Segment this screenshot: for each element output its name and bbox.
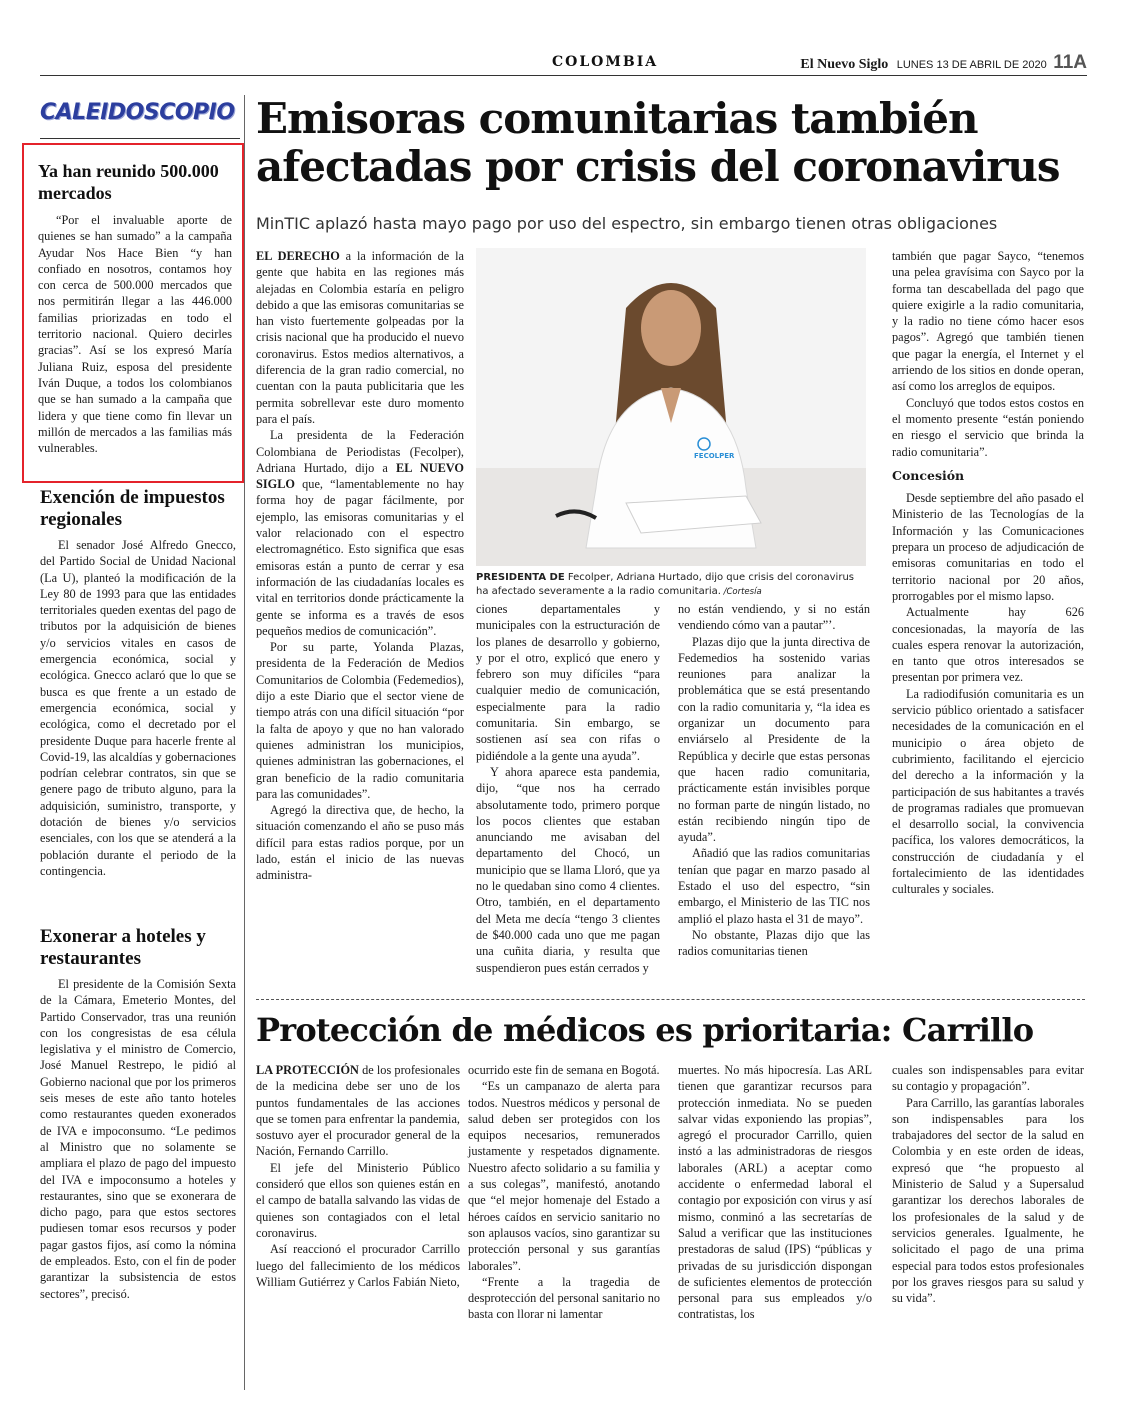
- article-headline: Emisoras comunitarias también afectadas por crisis del coronavirus: [256, 94, 1060, 191]
- photo-credit: /Cortesía: [720, 586, 762, 597]
- photo-caption: [476, 571, 868, 599]
- issue-date: LUNES 13 DE ABRIL DE 2020: [896, 59, 1047, 71]
- sidebar-item: [40, 926, 236, 1302]
- sidebar: [40, 95, 240, 139]
- lead-in: LA PROTECCIÓN: [256, 1063, 359, 1077]
- paragraph: No obstante, Plazas dijo que las radios comunitarias tienen: [678, 927, 870, 959]
- highlight-box: [22, 143, 244, 483]
- paragraph: Desde septiembre del año pasado el Ministerio de las Tecnologías de la Información y las Comunicaciones prepara un proceso de adjudicación de emisoras comunitarias en todo el territorio nacional por 20 años, prorrogables por el mismo lapso.: [892, 491, 1084, 603]
- article-column: [476, 601, 660, 976]
- sidebar-item-heading: Exonerar a hoteles y restaurantes: [40, 926, 206, 969]
- sidebar-item-body: El presidente de la Comisión Sexta de la Cámara, Emeterio Montes, del Partido Conservador, tras una reunión con los congresistas de esa célula legislativa y el ministro de Comercio, José Manuel Restrepo, le pidió al Gobierno nacional que por los primeros seis meses de este año tanto hoteles como restaurantes queden exonerados de IVA e impoconsumo. “Le pedimos al Ministro que no solamente se ampliara el plazo de pago del impuesto del IVA e impoconsumo a hoteles y restaurantes, sino que se exonerara de dicho pago, para que estos sectores pudiesen tomar esos recursos y poder pagar gastos fijos, así como la nómina de empleados. Esto, con el fin de poder garantizar la subsistencia de estos sectores”, precisó.: [40, 977, 236, 1301]
- paragraph: Por su parte, Yolanda Plazas, presidenta de la Federación de Medios Comunitarios de Colombia (Fedemedios), dijo a este Diario que el sector viene de tiempo atrás con una difícil situación “por la falta de apoyo y que no han valorado quienes administran los municipios, quienes administran las gobernaciones, el gran beneficio de la radio comunitaria para las comunidades”.: [256, 640, 464, 801]
- lead-in: EL DERECHO: [256, 249, 340, 263]
- article-column: [678, 601, 870, 960]
- paragraph: Agregó la directiva que, de hecho, la situación comenzando el año se puso más difícil para estas radios porque, por un lado, están el inicio de las nuevas administra-: [256, 803, 464, 883]
- article-headline: Protección de médicos es prioritaria: Carrillo: [256, 1011, 1034, 1049]
- paragraph: Así reaccionó el procurador Carrillo luego del fallecimiento de los médicos William Gutiérrez y Carlos Fabián Nieto,: [256, 1242, 460, 1289]
- article-column: [892, 248, 1084, 898]
- paragraph: EL DERECHO a la información de la gente que habita en las regiones más alejadas en Colombia estaría en peligro debido a que las emisoras comunitarias se han visto fuertemente golpeadas por la crisis nacional que ha producido el nuevo coronavirus. Estos medios alternativos, a diferencia de la gran radio comercial, no cuentan con la pauta publicitaria que les permita sobrellevar este duro momento para el país.: [256, 249, 464, 426]
- paragraph: muertes. No más hipocresía. Las ARL tienen que garantizar recursos para protección inmediata. No se pueden salvar vidas exponiendo las propias”, agregó el procurador Carrillo, quien instó a las administradoras de riesgos laborales (ARL) a aceptar como accidente o enfermedad laboral el contagio por exposición con virus y así mismo, conminó a las secretarías de Salud a verificar que las instituciones prestadoras de salud (IPS) “públicas y privadas de su jurisdicción dispongan de suficientes elementos de protección personal para sus empleados y/o contratistas, los: [678, 1063, 872, 1322]
- page-number: 11A: [1053, 52, 1087, 73]
- publication-name: El Nuevo Siglo: [800, 57, 889, 72]
- paragraph: Añadió que las radios comunitarias tenían que pagar en marzo pasado al Estado el uso del espectro, “sin embargo, el Ministerio de las TIC nos amplió el plazo hasta el 31 de mayo”.: [678, 846, 870, 926]
- sidebar-item-body: El senador José Alfredo Gnecco, del Partido Social de Unidad Nacional (La U), planteó la modificación de la Ley 80 de 1993 para que las entidades territoriales queden exentas del pago de tributos por la adquisición de bienes y/o servicios vitales en casos de emergencia económica, social y ecológica. Gnecco aclaró que lo que se busca es que frente a un estado de emergencia económica, social y ecológica, como el decretado por el presidente Duque para hacerle frente al Covid-19, las alcaldías y gobernaciones podrían celebrar contratos, sin que se genere pago de tributo alguno, para la adquisición, suministro, transporte, y dotación de bienes y/o servicios esenciales, con los que se atenderá a la población durante el periodo de la contingencia.: [40, 538, 236, 878]
- caption-lead: PRESIDENTA DE: [476, 572, 565, 583]
- paragraph: también que pagar Sayco, “tenemos una pelea gravísima con Sayco por la forma tan descabellada del pago que quiere exigirle a la radio comunitaria, y la radio no tiene cómo hacer esos pagos”. Agregó que también tienen que pagar la energía, el Internet y el arriendo de los sitios en donde operan, así como los arreglos de equipos.: [892, 249, 1084, 394]
- sidebar-title: CALEIDOSCOPIO: [40, 95, 240, 139]
- column-subtitle: Concesión: [892, 467, 965, 483]
- sidebar-item-heading: Exención de impuestos regionales: [40, 487, 225, 530]
- sidebar-item-body: “Por el invaluable aporte de quienes se han sumado” a la campaña Ayudar Nos Hace Bien “y han confiado en nosotros, contamos hoy con cerca de 500.000 mercados que nos permitirán llegar a las 446.000 familias priorizadas en todo el territorio nacional. Quiero decirles gracias”. Así se los expresó María Juliana Ruiz, esposa del presidente Iván Duque, a todos los colombianos que se han sumado a la campaña que lidera y que tiene como fin llevar un millón de mercados a las familias más vulnerables.: [38, 213, 232, 456]
- sidebar-item: [40, 487, 236, 879]
- paragraph: ciones departamentales y municipales con la estructuración de los planes de desarrollo y gobierno, y por el otro, explicó que enero y febrero son muy difíciles “para cualquier medio de comunicación, especialmente para la radio comunitaria. Sin embargo, se sostienen así sea con rifas o pidiéndole a la gente una ayuda”.: [476, 602, 660, 763]
- paragraph: Plazas dijo que la junta directiva de Fedemedios ha sostenido varias reuniones para analizar la problemática que se está presentando con la radio comunitaria y, “la idea es organizar un documento para enviárselo al Presidente de la República y decirle que estas personas que hacen radio comunitaria, prácticamente están invisibles porque no forman parte de ningún listado, no están recibiendo ningún tipo de ayuda”.: [678, 634, 870, 845]
- article-column: [468, 1062, 660, 1323]
- paragraph: Actualmente hay 626 concesionadas, la mayoría de las cuales espera renovar la autorización, en tanto que otros interesados se presentan por primera vez.: [892, 605, 1084, 685]
- logo-text: FECOLPER: [694, 452, 735, 460]
- paragraph: cuales son indispensables para evitar su contagio y propagación”.: [892, 1063, 1084, 1094]
- article-separator: [256, 999, 1085, 1000]
- paragraph: Para Carrillo, las garantías laborales son indispensables para los trabajadores del sector de la salud en Colombia y en este orden de ideas, expresó que “he propuesto al Ministerio de Salud y a Supersalud garantizar los derechos laborales de los profesionales de la salud y de servicios generales. Igualmente, he solicitado el pago de una prima especial para todos estos profesionales por los graves riesgos para su salud y su vida”.: [892, 1095, 1084, 1306]
- article-subhead: MinTIC aplazó hasta mayo pago por uso del espectro, sin embargo tienen otras obligaciones: [256, 214, 998, 233]
- section-name: COLOMBIA: [552, 54, 659, 70]
- paragraph: no están vendiendo, y si no están vendiendo cómo van a pautar”’.: [678, 602, 870, 633]
- paragraph: “Frente a la tragedia de desprotección del personal sanitario no basta con llorar ni lamentar: [468, 1274, 660, 1322]
- page-masthead: [40, 52, 1087, 76]
- publication-mention: EL NUEVO SIGLO: [256, 460, 464, 492]
- column-divider: [244, 95, 245, 1390]
- paragraph: “Es un campanazo de alerta para todos. Nuestros médicos y personal de salud deben ser protegidos con los equipos necesarios, remunerados justamente y respetados dignamente. Nuestro afecto solidario a su familia y a sus colegas”, manifestó, anotando que “el mejor homenaje del Estado a héroes caídos en servicio sanitario no son aplausos vacíos, sino garantizar su protección personal y sus garantías laborales”.: [468, 1079, 660, 1273]
- article-column: [892, 1062, 1084, 1306]
- paragraph: Concluyó que todos estos costos en el momento presente “están poniendo en riesgo el servicio que brinda la radio comunitaria”.: [892, 395, 1084, 459]
- paragraph: LA PROTECCIÓN de los profesionales de la medicina debe ser uno de los puntos fundamentales de las acciones que se tomen para enfrentar la pandemia, sostuvo ayer el procurador general de la Nación, Fernando Carrillo.: [256, 1063, 460, 1159]
- article-column: [678, 1062, 872, 1323]
- article-column: [256, 248, 464, 884]
- article-column: [256, 1062, 460, 1290]
- paragraph: Y ahora aparece esta pandemia, dijo, “que nos ha cerrado absolutamente todo, primero porque los pocos clientes que estaban anunciando me avisaban del departamento del Chocó, un municipio que se llama Lloró, que ya no le quedaban sino como 4 clientes. Otro, también, en el departamento del Meta me decía “tengo 3 clientes de $40.000 cada uno que me pagan una cuñita diaria, y resulta que suspendieron pues están cerrados y: [476, 764, 660, 975]
- paragraph: La radiodifusión comunitaria es un servicio público orientado a satisfacer necesidades de la comunicación en el municipio o área objeto de cubrimiento, facilitando el ejercicio del derecho a la información y la participación de sus habitantes a través de programas radiales que promuevan el desarrollo social, la convivencia pacífica, los valores democráticos, la construcción de ciudadanía y el fortalecimiento de las identidades culturales y sociales.: [892, 686, 1084, 897]
- paragraph: El jefe del Ministerio Público consideró que ellos son quienes están en el campo de batalla salvando las vidas de quienes son contagiados con el letal coronavirus.: [256, 1160, 460, 1240]
- caption-text: Fecolper, Adriana Hurtado, dijo que crisis del coronavirus ha afectado severamente a la radio comunitaria.: [476, 572, 854, 597]
- paragraph: ocurrido este fin de semana en Bogotá.: [468, 1063, 660, 1077]
- paragraph: La presidenta de la Federación Colombiana de Periodistas (Fecolper), Adriana Hurtado, dijo a EL NUEVO SIGLO que, “lamentablemente no hay forma hoy de pagar fácilmente, por ejemplo, las emisoras comunitarias y el valor relacionado con el espectro electromagnético. Esto significa que esas emisoras están a punto de cerrar y esa información de las ciudadanías locales es vital en territorios donde prácticamente la gente se informa es a través de esos pequeños medios de comunicación”.: [256, 428, 464, 638]
- photo-illustration: [476, 248, 866, 566]
- article-photo: [476, 248, 866, 566]
- sidebar-item-heading: Ya han reunido 500.000 mercados: [38, 161, 219, 203]
- publication-info: [800, 52, 1087, 74]
